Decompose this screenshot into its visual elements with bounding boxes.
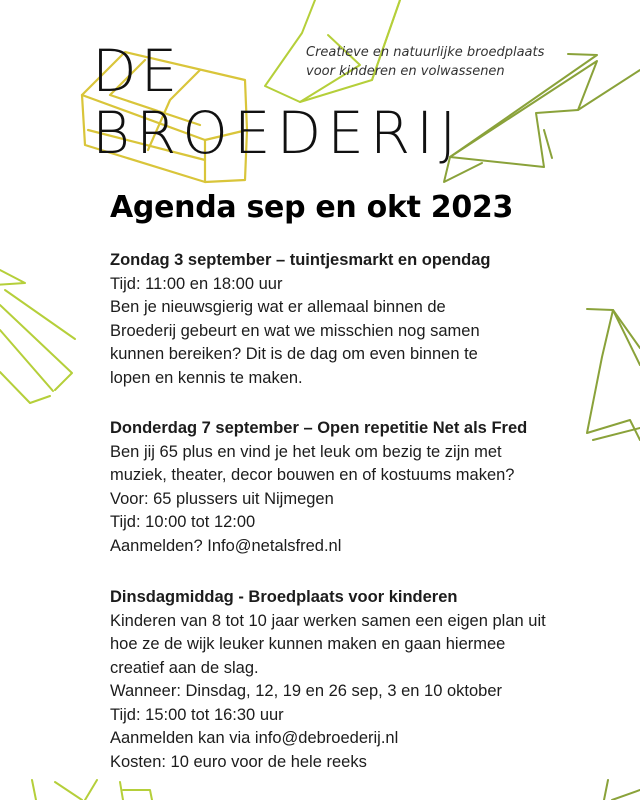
event-line: creatief aan de slag.	[110, 658, 259, 677]
event-line: Aanmelden kan via info@debroederij.nl	[110, 729, 399, 747]
event-line: Tijd: 10:00 tot 12:00	[110, 513, 256, 531]
event-line: lopen en kennis te maken.	[110, 368, 303, 387]
event-line: hoe ze de wijk leuker kunnen maken en gaan hiermee	[110, 635, 506, 653]
event-heading: Donderdag 7 september – Open repetitie Net als Fred	[110, 419, 528, 437]
logo-de: DE	[92, 37, 182, 105]
bottom-sketch-icon	[32, 780, 152, 800]
event-line: muziek, theater, decor bouwen en of kostuums maken?	[110, 466, 515, 484]
logo-broederij: BROEDERIJ	[92, 99, 463, 167]
event-line: Aanmelden? Info@netalsfred.nl	[110, 536, 342, 555]
event-open-repetitie	[110, 417, 610, 558]
tagline-line-2: voor kinderen en volwassenen	[306, 64, 505, 79]
pencil-sketch-icon	[0, 270, 75, 403]
event-line: Wanneer: Dinsdag, 12, 19 en 26 sep, 3 en 10 oktober	[110, 682, 502, 700]
event-line: Tijd: 11:00 en 18:00 uur	[110, 274, 283, 293]
event-line: Broederij gebeurt en wat we misschien nog samen	[110, 321, 480, 340]
event-line: Kosten: 10 euro voor de hele reeks	[110, 752, 367, 771]
event-heading: Zondag 3 september – tuintjesmarkt en opendag	[110, 251, 491, 269]
event-line: Tijd: 15:00 tot 16:30 uur	[110, 705, 284, 724]
event-line: Ben je nieuwsgierig wat er allemaal binnen de	[110, 298, 446, 316]
event-line: Ben jij 65 plus en vind je het leuk om bezig te zijn met	[110, 442, 502, 461]
tagline	[306, 43, 544, 81]
event-heading: Dinsdagmiddag - Broedplaats voor kinderen	[110, 588, 458, 606]
event-line: Voor: 65 plussers uit Nijmegen	[110, 489, 334, 508]
event-line: Kinderen van 8 tot 10 jaar werken samen een eigen plan uit	[110, 611, 546, 630]
page-title: Agenda sep en okt 2023	[110, 190, 514, 225]
event-opendag	[110, 249, 610, 390]
event-broedplaats-kinderen	[110, 586, 610, 774]
tagline-line-1: Creatieve en natuurlijke broedplaats	[306, 45, 545, 60]
event-line: kunnen bereiken? Dit is de dag om even binnen te	[110, 345, 478, 363]
